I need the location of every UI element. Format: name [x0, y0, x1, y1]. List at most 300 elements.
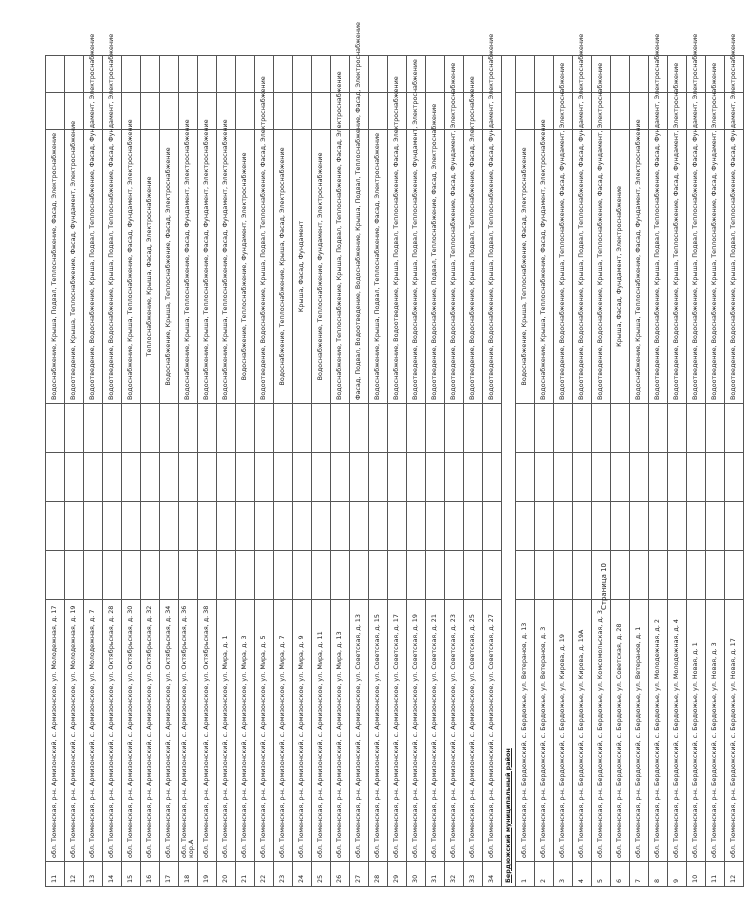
row-number: 7: [630, 862, 649, 887]
row-number: 19: [198, 862, 217, 887]
empty-cell: [65, 404, 84, 453]
address-cell: обл. Тюменская, р-н. Армизонский, с. Армизонское, ул. Советская, д. 23: [445, 600, 464, 862]
empty-cell: [407, 453, 426, 502]
empty-cell: [274, 404, 293, 453]
address-cell: обл. Тюменская, р-н. Армизонский, с. Армизонское, ул. Октябрьская, д. 30: [122, 600, 141, 862]
empty-cell: [516, 404, 535, 453]
row-number: 20: [217, 862, 236, 887]
row-number: 15: [122, 862, 141, 887]
empty-cell: [217, 551, 236, 600]
empty-cell: [122, 404, 141, 453]
empty-cell: [687, 404, 706, 453]
table-row: [122, 56, 141, 887]
address-cell: обл. Тюменская, р-н. Армизонский, с. Армизонское, ул. Советская, д. 13: [350, 600, 369, 862]
address-cell: обл. Тюменская, р-н. Армизонский, с. Армизонское, ул. Октябрьская, д. 36 кор.А: [179, 600, 198, 862]
empty-cell: [573, 453, 592, 502]
table-row: [331, 56, 350, 887]
empty-cell: [464, 551, 483, 600]
row-number: 26: [331, 862, 350, 887]
row-number: 25: [312, 862, 331, 887]
empty-cell: [407, 404, 426, 453]
empty-cell: [668, 404, 687, 453]
table-row: [592, 56, 611, 887]
empty-cell: [141, 56, 160, 93]
row-number: 1: [516, 862, 535, 887]
empty-cell: [611, 56, 630, 93]
empty-cell: [350, 404, 369, 453]
empty-cell: [198, 453, 217, 502]
empty-cell: [331, 453, 350, 502]
empty-cell: [687, 551, 706, 600]
empty-cell: [65, 502, 84, 551]
empty-cell: [369, 453, 388, 502]
address-cell: обл. Тюменская, р-н. Бердюжский, с. Бердюжье, ул. Молодежная, д. 2: [649, 600, 668, 862]
works-cell: Водоотведение, Крыша, Теплоснабжение, Фасад, Фундамент, Электроснабжение: [65, 130, 84, 404]
row-number: 17: [160, 862, 179, 887]
table-row: [483, 56, 502, 887]
empty-cell: [369, 551, 388, 600]
empty-cell: [630, 551, 649, 600]
address-cell: обл. Тюменская, р-н. Бердюжский, с. Бердюжье, ул. Новая, д. 3: [706, 600, 725, 862]
empty-cell: [122, 453, 141, 502]
address-cell: обл. Тюменская, р-н. Армизонский, с. Армизонское, ул. Мира, д. 9: [293, 600, 312, 862]
row-number: 14: [103, 862, 122, 887]
empty-cell: [312, 551, 331, 600]
table-row: [293, 56, 312, 887]
row-number: 5: [592, 862, 611, 887]
works-cell: Водоотведение, Водоснабжение, Крыша, Подвал, Теплоснабжение, Фасад, Фундамент, Электроснабжение: [103, 130, 122, 404]
empty-cell: [649, 502, 668, 551]
empty-cell: [46, 551, 65, 600]
table-row: [141, 56, 160, 887]
empty-cell: [535, 453, 554, 502]
row-number: 22: [255, 862, 274, 887]
address-cell: обл. Тюменская, р-н. Бердюжский, с. Бердюжье, ул. Кирова, д. 19А: [573, 600, 592, 862]
empty-cell: [369, 93, 388, 130]
empty-cell: [483, 404, 502, 453]
empty-cell: [706, 404, 725, 453]
empty-cell: [388, 502, 407, 551]
empty-cell: [592, 502, 611, 551]
works-cell: Водоснабжение, Теплоснабжение, Фундамент, Электроснабжение: [312, 130, 331, 404]
empty-cell: [445, 404, 464, 453]
empty-cell: [160, 93, 179, 130]
empty-cell: [426, 551, 445, 600]
empty-cell: [464, 502, 483, 551]
empty-cell: [236, 551, 255, 600]
empty-cell: [141, 404, 160, 453]
table-row: [573, 56, 592, 887]
empty-cell: [122, 502, 141, 551]
works-cell: Крыша, Фасад, Фундамент: [293, 130, 312, 404]
empty-cell: [312, 502, 331, 551]
empty-cell: [668, 453, 687, 502]
address-cell: обл. Тюменская, р-н. Армизонский, с. Армизонское, ул. Советская, д. 25: [464, 600, 483, 862]
empty-cell: [630, 453, 649, 502]
table-row: [198, 56, 217, 887]
empty-cell: [84, 551, 103, 600]
empty-cell: [687, 502, 706, 551]
empty-cell: [84, 502, 103, 551]
table-row: [103, 56, 122, 887]
works-cell: Водоснабжение, Водоотведение, Крыша, Подвал, Теплоснабжение, Фасад, Электроснабжение: [388, 130, 407, 404]
row-number: 11: [706, 862, 725, 887]
empty-cell: [483, 453, 502, 502]
empty-cell: [369, 56, 388, 93]
address-cell: обл. Тюменская, р-н. Армизонский, с. Армизонское, ул. Октябрьская, д. 28: [103, 600, 122, 862]
row-number: 8: [649, 862, 668, 887]
empty-cell: [103, 453, 122, 502]
address-cell: обл. Тюменская, р-н. Армизонский, с. Армизонское, ул. Молодежная, д. 17: [46, 600, 65, 862]
empty-cell: [312, 93, 331, 130]
empty-cell: [46, 404, 65, 453]
empty-cell: [706, 551, 725, 600]
empty-cell: [630, 56, 649, 93]
row-number: 23: [274, 862, 293, 887]
table-row: [217, 56, 236, 887]
empty-cell: [274, 502, 293, 551]
empty-cell: [293, 453, 312, 502]
empty-cell: [630, 404, 649, 453]
empty-cell: [483, 551, 502, 600]
empty-cell: [445, 502, 464, 551]
empty-cell: [516, 56, 535, 93]
empty-cell: [46, 502, 65, 551]
empty-cell: [179, 502, 198, 551]
address-cell: обл. Тюменская, р-н. Армизонский, с. Армизонское, ул. Мира, д. 7: [274, 600, 293, 862]
row-number: 29: [388, 862, 407, 887]
table-row: [725, 56, 744, 887]
works-cell: Водоотведение, Водоснабжение, Подвал, Теплоснабжение, Фасад, Электроснабжение: [426, 130, 445, 404]
row-number: 21: [236, 862, 255, 887]
empty-cell: [46, 453, 65, 502]
empty-cell: [426, 453, 445, 502]
works-cell: Водоснабжение, Крыша, Теплоснабжение, Фасад, Электроснабжение: [516, 130, 535, 404]
empty-cell: [611, 551, 630, 600]
table-row: [236, 56, 255, 887]
works-cell: Водоотведение, Водоснабжение, Крыша, Подвал, Теплоснабжение, Фасад, Электроснабжение: [464, 130, 483, 404]
table-row: [84, 56, 103, 887]
works-cell: Водоснабжение, Крыша, Теплоснабжение, Фасад, Фундамент, Электроснабжение: [179, 130, 198, 404]
address-cell: обл. Тюменская, р-н. Армизонский, с. Армизонское, ул. Мира, д. 5: [255, 600, 274, 862]
empty-cell: [274, 453, 293, 502]
empty-cell: [554, 502, 573, 551]
empty-cell: [331, 404, 350, 453]
table-row: [516, 56, 535, 887]
empty-cell: [160, 453, 179, 502]
row-number: 18: [179, 862, 198, 887]
row-number: 24: [293, 862, 312, 887]
empty-cell: [350, 551, 369, 600]
address-cell: обл. Тюменская, р-н. Бердюжский, с. Бердюжье, ул. Молодежная, д. 4: [668, 600, 687, 862]
empty-cell: [611, 404, 630, 453]
empty-cell: [103, 404, 122, 453]
empty-cell: [687, 453, 706, 502]
works-cell: Водоотведение, Водоснабжение, Крыша, Подвал, Теплоснабжение, Фасад, Электроснабжение: [255, 130, 274, 404]
empty-cell: [535, 551, 554, 600]
address-cell: обл. Тюменская, р-н. Армизонский, с. Армизонское, ул. Октябрьская, д. 34: [160, 600, 179, 862]
address-cell: обл. Тюменская, р-н. Бердюжский, с. Бердюжье, ул. Комсомольская, д. 3: [592, 600, 611, 862]
address-cell: обл. Тюменская, р-н. Армизонский, с. Армизонское, ул. Молодежная, д. 19: [65, 600, 84, 862]
table-row: [388, 56, 407, 887]
works-cell: Водоотведение, Водоснабжение, Крыша, Подвал, Теплоснабжение, Фасад, Фундамент, Электроснабжение: [725, 130, 744, 404]
row-number: 6: [611, 862, 630, 887]
empty-cell: [706, 453, 725, 502]
table-row: [350, 56, 369, 887]
table-row: [535, 56, 554, 887]
empty-cell: [350, 502, 369, 551]
row-number: 4: [573, 862, 592, 887]
table-row: [630, 56, 649, 887]
empty-cell: [198, 56, 217, 93]
empty-cell: [312, 404, 331, 453]
empty-cell: [350, 453, 369, 502]
empty-cell: [464, 453, 483, 502]
works-cell: Крыша, Фасад, Фундамент, Электроснабжение: [611, 130, 630, 404]
table-row: [464, 56, 483, 887]
empty-cell: [293, 56, 312, 93]
row-number: 12: [725, 862, 744, 887]
table-row: [65, 56, 84, 887]
table-row: [312, 56, 331, 887]
empty-cell: [611, 453, 630, 502]
empty-cell: [388, 453, 407, 502]
empty-cell: [274, 93, 293, 130]
empty-cell: [236, 93, 255, 130]
works-cell: Водоотведение, Водоснабжение, Крыша, Подвал, Теплоснабжение, Фасад, Фундамент, Электроснабжение: [84, 130, 103, 404]
address-cell: обл. Тюменская, р-н. Армизонский, с. Армизонское, ул. Молодежная, д. 7: [84, 600, 103, 862]
empty-cell: [725, 453, 744, 502]
empty-cell: [160, 502, 179, 551]
empty-cell: [198, 502, 217, 551]
empty-cell: [445, 453, 464, 502]
works-cell: Водоснабжение, Теплоснабжение, Фундамент, Электроснабжение: [236, 130, 255, 404]
empty-cell: [554, 404, 573, 453]
empty-cell: [369, 404, 388, 453]
works-cell: Водоснабжение, Крыша, Теплоснабжение, Фасад, Фундамент, Электроснабжение: [122, 130, 141, 404]
table-row: [426, 56, 445, 887]
empty-cell: [179, 453, 198, 502]
empty-cell: [554, 453, 573, 502]
empty-cell: [293, 502, 312, 551]
empty-cell: [141, 453, 160, 502]
empty-cell: [141, 551, 160, 600]
row-number: 10: [687, 862, 706, 887]
works-cell: Водоснабжение, Крыша, Теплоснабжение, Фасад, Фундамент, Электроснабжение: [198, 130, 217, 404]
address-cell: обл. Тюменская, р-н. Бердюжский, с. Бердюжье, ул. Ветеранов, д. 1: [630, 600, 649, 862]
works-cell: Водоотведение, Водоснабжение, Крыша, Теплоснабжение, Фасад, Фундамент, Электроснабжение: [592, 130, 611, 404]
empty-cell: [592, 404, 611, 453]
works-cell: Водоснабжение, Крыша, Подвал, Теплоснабжение, Фасад, Электроснабжение: [46, 130, 65, 404]
address-cell: обл. Тюменская, р-н. Бердюжский, с. Бердюжье, ул. Новая, д. 17: [725, 600, 744, 862]
row-number: 16: [141, 862, 160, 887]
works-cell: Водоотведение, Водоснабжение, Крыша, Подвал, Теплоснабжение, Фасад, Фундамент, Электроснабжение: [483, 130, 502, 404]
empty-cell: [179, 404, 198, 453]
empty-cell: [198, 404, 217, 453]
address-cell: обл. Тюменская, р-н. Бердюжский, с. Бердюжье, ул. Ветеранов, д. 3: [535, 600, 554, 862]
empty-cell: [217, 404, 236, 453]
empty-cell: [388, 404, 407, 453]
works-cell: Водоотведение, Водоснабжение, Крыша, Теплоснабжение, Фасад, Фундамент, Электроснабжение: [706, 130, 725, 404]
empty-cell: [160, 56, 179, 93]
empty-cell: [293, 404, 312, 453]
works-cell: Водоотведение, Водоснабжение, Крыша, Подвал, Теплоснабжение, Фасад, Фундамент, Электроснабжение: [687, 130, 706, 404]
empty-cell: [725, 502, 744, 551]
row-number: 11: [46, 862, 65, 887]
empty-cell: [649, 551, 668, 600]
works-cell: Водоснабжение, Крыша, Подвал, Теплоснабжение, Фасад, Электроснабжение: [369, 130, 388, 404]
row-number: 33: [464, 862, 483, 887]
empty-cell: [516, 93, 535, 130]
address-cell: обл. Тюменская, р-н. Армизонский, с. Армизонское, ул. Октябрьская, д. 32: [141, 600, 160, 862]
empty-cell: [554, 551, 573, 600]
address-cell: обл. Тюменская, р-н. Армизонский, с. Армизонское, ул. Советская, д. 19: [407, 600, 426, 862]
empty-cell: [312, 453, 331, 502]
empty-cell: [630, 502, 649, 551]
table-row: [611, 56, 630, 887]
empty-cell: [725, 551, 744, 600]
empty-cell: [516, 502, 535, 551]
empty-cell: [122, 551, 141, 600]
empty-cell: [255, 551, 274, 600]
empty-cell: [649, 404, 668, 453]
table-row: [554, 56, 573, 887]
row-number: 12: [65, 862, 84, 887]
works-cell: Водоснабжение, Теплоснабжение, Крыша, Фасад, Электроснабжение: [274, 130, 293, 404]
row-number: 9: [668, 862, 687, 887]
empty-cell: [274, 56, 293, 93]
row-number: 31: [426, 862, 445, 887]
table-row: [160, 56, 179, 887]
empty-cell: [331, 502, 350, 551]
table-body: [46, 22, 744, 887]
empty-cell: [592, 453, 611, 502]
empty-cell: [141, 502, 160, 551]
empty-cell: [516, 453, 535, 502]
works-cell: Водоотведение, Водоснабжение, Крыша, Теплоснабжение, Фасад, Фундамент, Электроснабжение: [668, 130, 687, 404]
empty-cell: [179, 56, 198, 93]
empty-cell: [179, 551, 198, 600]
table-row: [649, 56, 668, 887]
empty-cell: [293, 551, 312, 600]
empty-cell: [445, 551, 464, 600]
empty-cell: [464, 404, 483, 453]
row-number: 32: [445, 862, 464, 887]
empty-cell: [725, 404, 744, 453]
table-row: [179, 56, 198, 887]
address-cell: обл. Тюменская, р-н. Армизонский, с. Армизонское, ул. Мира, д. 3: [236, 600, 255, 862]
row-number: 34: [483, 862, 502, 887]
empty-cell: [255, 404, 274, 453]
empty-cell: [84, 404, 103, 453]
works-cell: Водоснабжение, Крыша, Теплоснабжение, Фасад, Фундамент, Электроснабжение: [217, 130, 236, 404]
empty-cell: [312, 56, 331, 93]
table-row: [255, 56, 274, 887]
empty-cell: [274, 551, 293, 600]
row-number: 30: [407, 862, 426, 887]
address-cell: обл. Тюменская, р-н. Армизонский, с. Армизонское, ул. Советская, д. 15: [369, 600, 388, 862]
works-cell: Водоотведение, Водоснабжение, Крыша, Теплоснабжение, Фасад, Фундамент, Электроснабжение: [554, 130, 573, 404]
empty-cell: [65, 453, 84, 502]
works-cell: Водоотведение, Водоснабжение, Крыша, Подвал, Теплоснабжение, Фасад, Фундамент, Электроснабжение: [573, 130, 592, 404]
empty-cell: [236, 502, 255, 551]
empty-cell: [388, 551, 407, 600]
address-cell: обл. Тюменская, р-н. Бердюжский, с. Бердюжье, ул. Советская, д. 28: [611, 600, 630, 862]
page-number: Страница 10: [600, 562, 608, 610]
table-row: [46, 56, 65, 887]
empty-cell: [236, 56, 255, 93]
empty-cell: [611, 502, 630, 551]
empty-cell: [407, 551, 426, 600]
empty-cell: [84, 453, 103, 502]
works-cell: Водоснабжение, Теплоснабжение, Крыша, Подвал, Теплоснабжение, Фасад, Электроснабжение: [331, 130, 350, 404]
empty-cell: [160, 551, 179, 600]
section-row: [502, 56, 516, 887]
empty-cell: [122, 56, 141, 93]
address-cell: обл. Тюменская, р-н. Армизонский, с. Армизонское, ул. Мира, д. 11: [312, 600, 331, 862]
empty-cell: [369, 502, 388, 551]
empty-cell: [198, 551, 217, 600]
empty-cell: [236, 404, 255, 453]
empty-cell: [103, 551, 122, 600]
address-cell: обл. Тюменская, р-н. Бердюжский, с. Бердюжье, ул. Ветеранов, д. 13: [516, 600, 535, 862]
empty-cell: [516, 551, 535, 600]
empty-cell: [217, 453, 236, 502]
empty-cell: [483, 502, 502, 551]
row-number: 27: [350, 862, 369, 887]
empty-cell: [535, 56, 554, 93]
table-row: [445, 56, 464, 887]
row-number: 3: [554, 862, 573, 887]
works-cell: Водоотведение, Водоснабжение, Крыша, Теплоснабжение, Фасад, Фундамент, Электроснабжение: [445, 130, 464, 404]
empty-cell: [573, 551, 592, 600]
empty-cell: [611, 93, 630, 130]
address-cell: обл. Тюменская, р-н. Бердюжский, с. Бердюжье, ул. Кирова, д. 19: [554, 600, 573, 862]
empty-cell: [65, 551, 84, 600]
houses-table: [45, 22, 744, 887]
works-cell: Водоснабжение, Крыша, Теплоснабжение, Фасад, Электроснабжение: [160, 130, 179, 404]
empty-cell: [573, 502, 592, 551]
address-cell: обл. Тюменская, р-н. Бердюжский, с. Бердюжье, ул. Новая, д. 1: [687, 600, 706, 862]
works-cell: Водоотведение, Водоснабжение, Крыша, Подвал, Теплоснабжение, Фасад, Фундамент, Электроснабжение: [649, 130, 668, 404]
section-title: Бердюжский муниципальный район: [502, 56, 516, 887]
works-cell: Фасад, Подвал, Водоотведение, Водоснабжение, Крыша, Подвал, Теплоснабжение, Фасад, Электроснабжение: [350, 130, 369, 404]
row-number: 13: [84, 862, 103, 887]
empty-cell: [103, 502, 122, 551]
address-cell: обл. Тюменская, р-н. Армизонский, с. Армизонское, ул. Советская, д. 21: [426, 600, 445, 862]
table-row: [668, 56, 687, 887]
empty-cell: [426, 56, 445, 93]
address-cell: обл. Тюменская, р-н. Армизонский, с. Армизонское, ул. Мира, д. 13: [331, 600, 350, 862]
table-row: [369, 56, 388, 887]
empty-cell: [668, 551, 687, 600]
empty-cell: [160, 404, 179, 453]
row-number: 28: [369, 862, 388, 887]
empty-cell: [706, 502, 725, 551]
works-cell: Теплоснабжение, Крыша, Фасад, Электроснабжение: [141, 130, 160, 404]
address-cell: обл. Тюменская, р-н. Армизонский, с. Армизонское, ул. Советская, д. 27: [483, 600, 502, 862]
address-cell: обл. Тюменская, р-н. Армизонский, с. Армизонское, ул. Октябрьская, д. 38: [198, 600, 217, 862]
row-number: 2: [535, 862, 554, 887]
empty-cell: [255, 453, 274, 502]
empty-cell: [217, 56, 236, 93]
empty-cell: [535, 502, 554, 551]
empty-cell: [426, 404, 445, 453]
empty-cell: [65, 56, 84, 93]
address-cell: обл. Тюменская, р-н. Армизонский, с. Армизонское, ул. Советская, д. 17: [388, 600, 407, 862]
table-row: [687, 56, 706, 887]
empty-cell: [535, 404, 554, 453]
